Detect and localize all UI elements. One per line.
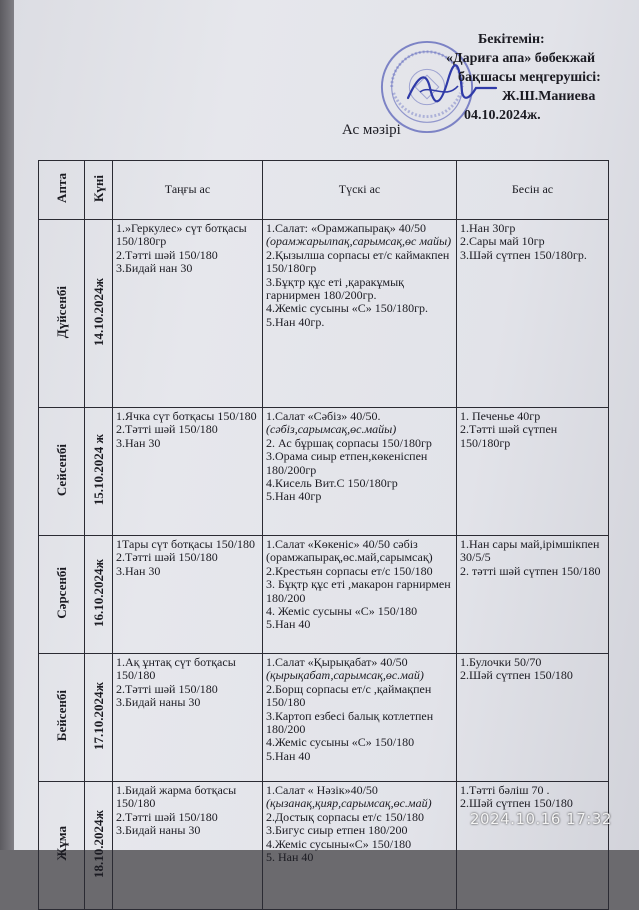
table-row	[39, 654, 609, 782]
lunch-item: 1.Салат «Қырықабат» 40/50	[266, 655, 408, 669]
header-snack: Бесін ас	[457, 161, 609, 220]
breakfast-item: 2.Тәтті шәй 150/180	[116, 681, 218, 696]
snack-cell	[457, 654, 609, 782]
breakfast-item: 3.Бидай нан 30	[116, 261, 193, 276]
snack-item: 2. тәтті шәй сүтпен 150/180	[460, 563, 601, 578]
approval-line-5: 04.10.2024ж.	[464, 108, 541, 123]
lunch-item: 5.Нан 40гр.	[266, 314, 325, 329]
lunch-item: 1.Салат: «Орамжапырақ» 40/50	[266, 221, 427, 235]
breakfast-cell	[113, 536, 263, 654]
breakfast-item: 3.Бидай наны 30	[116, 695, 201, 710]
snack-cell	[457, 782, 609, 910]
breakfast-item: 2.Тәтті шәй 150/180	[116, 550, 218, 565]
breakfast-cell	[113, 782, 263, 910]
lunch-item: 4.Кисель Вит.С 150/180гр	[266, 476, 398, 491]
date-cell: 17.10.2024ж	[85, 654, 113, 782]
table-row	[39, 536, 609, 654]
header-lunch: Түскі ас	[263, 161, 457, 220]
snack-item: 1.Булочки 50/70	[460, 655, 542, 669]
lunch-item: (қызанақ,қияр,сарымсақ,өс.май)	[266, 796, 432, 811]
snack-cell	[457, 220, 609, 408]
lunch-item: 5.Нан 40	[266, 748, 311, 763]
date-cell: 18.10.2024ж	[85, 782, 113, 910]
breakfast-item: 3.Бидай наны 30	[116, 823, 201, 838]
breakfast-cell	[113, 220, 263, 408]
approval-line-1: Бекітемін:	[478, 32, 545, 47]
lunch-item: 1.Салат «Көкеніс» 40/50 сәбіз (орамжапырақ,өс.май,сарымсақ)	[266, 537, 433, 565]
table-header-row	[39, 161, 609, 220]
snack-item: 3.Шәй сүтпен 150/180гр.	[460, 247, 587, 262]
table-row	[39, 220, 609, 408]
lunch-item: 1.Салат « Нәзік»40/50	[266, 783, 378, 797]
menu-table	[38, 160, 609, 910]
breakfast-item: 1.Бидай жарма ботқасы 150/180	[116, 783, 237, 811]
lunch-cell	[263, 220, 457, 408]
lunch-item: 3.Бигус сиыр етпен 180/200	[266, 823, 408, 838]
breakfast-item: 1.Ақ ұнтақ сүт ботқасы 150/180	[116, 655, 236, 683]
snack-cell	[457, 536, 609, 654]
lunch-cell	[263, 536, 457, 654]
breakfast-item: 3.Нан 30	[116, 563, 161, 578]
lunch-item: 4.Жеміс сусыны «С» 150/180	[266, 735, 415, 750]
breakfast-item: 1.Ячка сүт ботқасы 150/180	[116, 409, 257, 423]
lunch-item: (қырықабат,сарымсақ,өс.май)	[266, 668, 424, 683]
lunch-item: 2.Достық сорпасы ет/с 150/180	[266, 809, 424, 824]
page-edge-shadow	[0, 0, 14, 850]
snack-item: 1.Тәтті бәліш 70 .	[460, 783, 550, 797]
week-day-cell: Сәрсенбі	[39, 536, 85, 654]
header-breakfast: Таңғы ас	[113, 161, 263, 220]
snack-item: 2.Шәй сүтпен 150/180	[460, 668, 573, 683]
table-body	[39, 220, 609, 910]
week-day-cell: Жұма	[39, 782, 85, 910]
breakfast-item: 2.Тәтті шәй 150/180	[116, 247, 218, 262]
table-row	[39, 408, 609, 536]
menu-table-wrapper	[38, 160, 609, 910]
lunch-item: (орамжарылпақ,сарымсақ,өс майы)	[266, 234, 452, 249]
lunch-item: 2. Ас бұршақ сорпасы 150/180гр	[266, 435, 432, 450]
lunch-item: 1.Салат «Сәбіз» 40/50.	[266, 409, 381, 423]
lunch-item: 3. Бұқтр құс еті ,макарон гарнирмен 180/200	[266, 577, 451, 605]
approval-block	[446, 30, 636, 125]
lunch-item: 4.Жеміс сусыны «С» 150/180гр.	[266, 301, 429, 316]
week-day-cell: Бейсенбі	[39, 654, 85, 782]
breakfast-item: 1.»Геркулес» сүт ботқасы 150/180гр	[116, 221, 247, 249]
snack-item: 1.Нан 30гр	[460, 221, 516, 235]
header-week: Апта	[39, 161, 85, 220]
snack-item: 1. Печенье 40гр	[460, 409, 541, 423]
approval-line-2: «Дариға апа» бөбекжай	[446, 51, 596, 66]
lunch-item: 5.Нан 40гр	[266, 489, 322, 504]
breakfast-item: 2.Тәтті шәй 150/180	[116, 422, 218, 437]
lunch-item: 4. Жеміс сусыны «С» 150/180	[266, 604, 418, 619]
date-cell: 15.10.2024 ж	[85, 408, 113, 536]
breakfast-item: 1Тары сүт ботқасы 150/180	[116, 537, 256, 551]
lunch-cell	[263, 408, 457, 536]
snack-item: 2.Сары май 10гр	[460, 234, 545, 249]
approval-line-4: Ж.Ш.Маниева	[502, 89, 596, 104]
lunch-item: 3.Картоп езбесі балық котлетпен 180/200	[266, 708, 434, 737]
lunch-item: 5. Нан 40	[266, 850, 314, 865]
breakfast-item: 3.Нан 30	[116, 435, 161, 450]
date-cell: 14.10.2024ж	[85, 220, 113, 408]
week-day-cell: Дүйсенбі	[39, 220, 85, 408]
lunch-cell	[263, 782, 457, 910]
lunch-item: 2.Крестьян сорпасы ет/с 150/180	[266, 563, 433, 578]
lunch-item: (сәбіз,сарымсақ,өс.майы)	[266, 422, 397, 437]
lunch-item: 4.Жеміс сусыны«С» 150/180	[266, 836, 412, 851]
lunch-item: 3.Орама сиыр етпен,көкеніспен 180/200гр	[266, 449, 428, 477]
lunch-item: 2.Қызылша сорпасы ет/с каймакпен 150/180гр	[266, 247, 450, 276]
photo-timestamp: 2024.10.16 17:32	[470, 810, 612, 828]
date-cell: 16.10.2024ж	[85, 536, 113, 654]
breakfast-item: 2.Тәтті шәй 150/180	[116, 809, 218, 824]
snack-cell	[457, 408, 609, 536]
header-day: Күні	[85, 161, 113, 220]
lunch-item: 5.Нан 40	[266, 617, 311, 632]
lunch-item: 3.Бұқтр құс еті ,қаракұмық гарнирмен 180/200гр.	[266, 274, 404, 303]
lunch-item: 2.Борщ сорпасы ет/с ,қаймақпен 150/180	[266, 681, 432, 710]
snack-item: 2.Тәтті шәй сүтпен 150/180гр	[460, 422, 558, 450]
breakfast-cell	[113, 408, 263, 536]
snack-item: 1.Нан сары май,ірімшікпен 30/5/5	[460, 537, 600, 565]
lunch-cell	[263, 654, 457, 782]
table-row	[39, 782, 609, 910]
week-day-cell: Сейсенбі	[39, 408, 85, 536]
snack-item: 2.Шәй сүтпен 150/180	[460, 796, 573, 811]
page-title: Ас мәзірі	[342, 122, 401, 138]
breakfast-cell	[113, 654, 263, 782]
approval-line-3: бақшасы меңгерушісі:	[458, 70, 601, 85]
